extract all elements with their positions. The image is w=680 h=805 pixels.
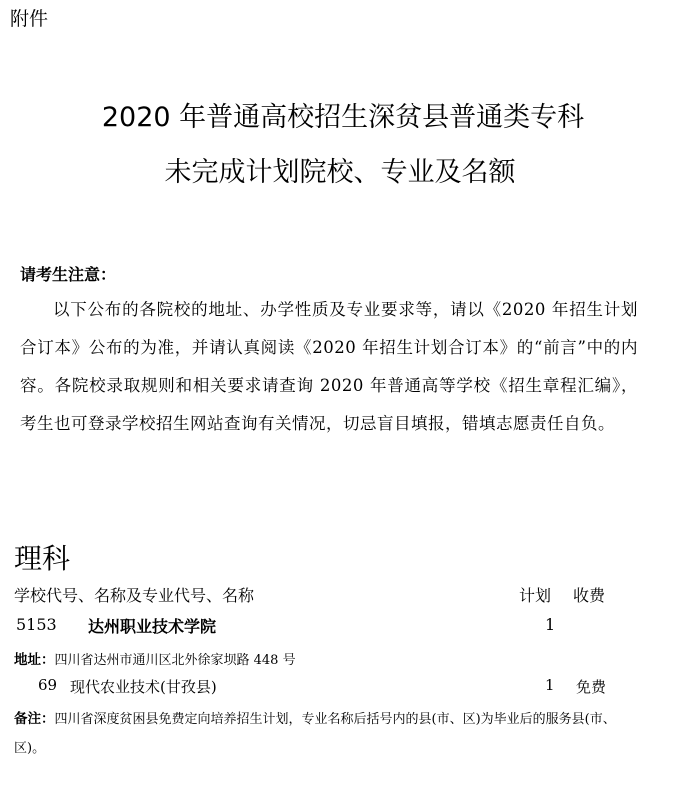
notice-body: 以下公布的各院校的地址、办学性质及专业要求等，请以《2020 年招生计划合订本》公布的为准，并请认真阅读《2020 年招生计划合订本》的“前言”中的内容。各院校录取规则和相关要求请查询 2020 年普通高等学校《招生章程汇编》，考生也可登录学校招生网站查询有关情况，切忌盲目填报，错填志愿责任自负。 [20, 300, 638, 433]
school-address: 四川省达州市通川区北外徐家坝路 448 号 [54, 653, 296, 668]
table-header-school-major: 学校代号、名称及专业代号、名称 [14, 586, 255, 605]
document-title-line-2: 未完成计划院校、专业及名额 [164, 157, 516, 188]
notice-heading: 请考生注意： [20, 265, 117, 284]
document-title-line-1: 2020 年普通高校招生深贫县普通类专科 [101, 102, 585, 133]
school-name: 达州职业技术学院 [88, 617, 217, 636]
table-header-fee: 收费 [573, 586, 606, 605]
school-code: 5153 [16, 615, 57, 634]
section-title: 理科 [14, 542, 71, 575]
attachment-label: 附件 [10, 8, 49, 30]
table-header-plan: 计划 [519, 586, 552, 605]
school-plan-count: 1 [545, 615, 556, 634]
address-label: 地址： [14, 652, 55, 668]
remark-label: 备注： [14, 711, 55, 727]
major-code: 69 [38, 676, 58, 694]
school-address-row [14, 648, 296, 668]
major-plan-count: 1 [545, 676, 555, 694]
major-fee: 免费 [576, 678, 607, 696]
remark-text: 四川省深度贫困县免费定向培养招生计划，专业名称后括号内的县(市、区)为毕业后的服务县(市、区)。 [14, 712, 616, 756]
major-name: 现代农业技术(甘孜县) [70, 678, 217, 696]
remark [14, 705, 640, 763]
